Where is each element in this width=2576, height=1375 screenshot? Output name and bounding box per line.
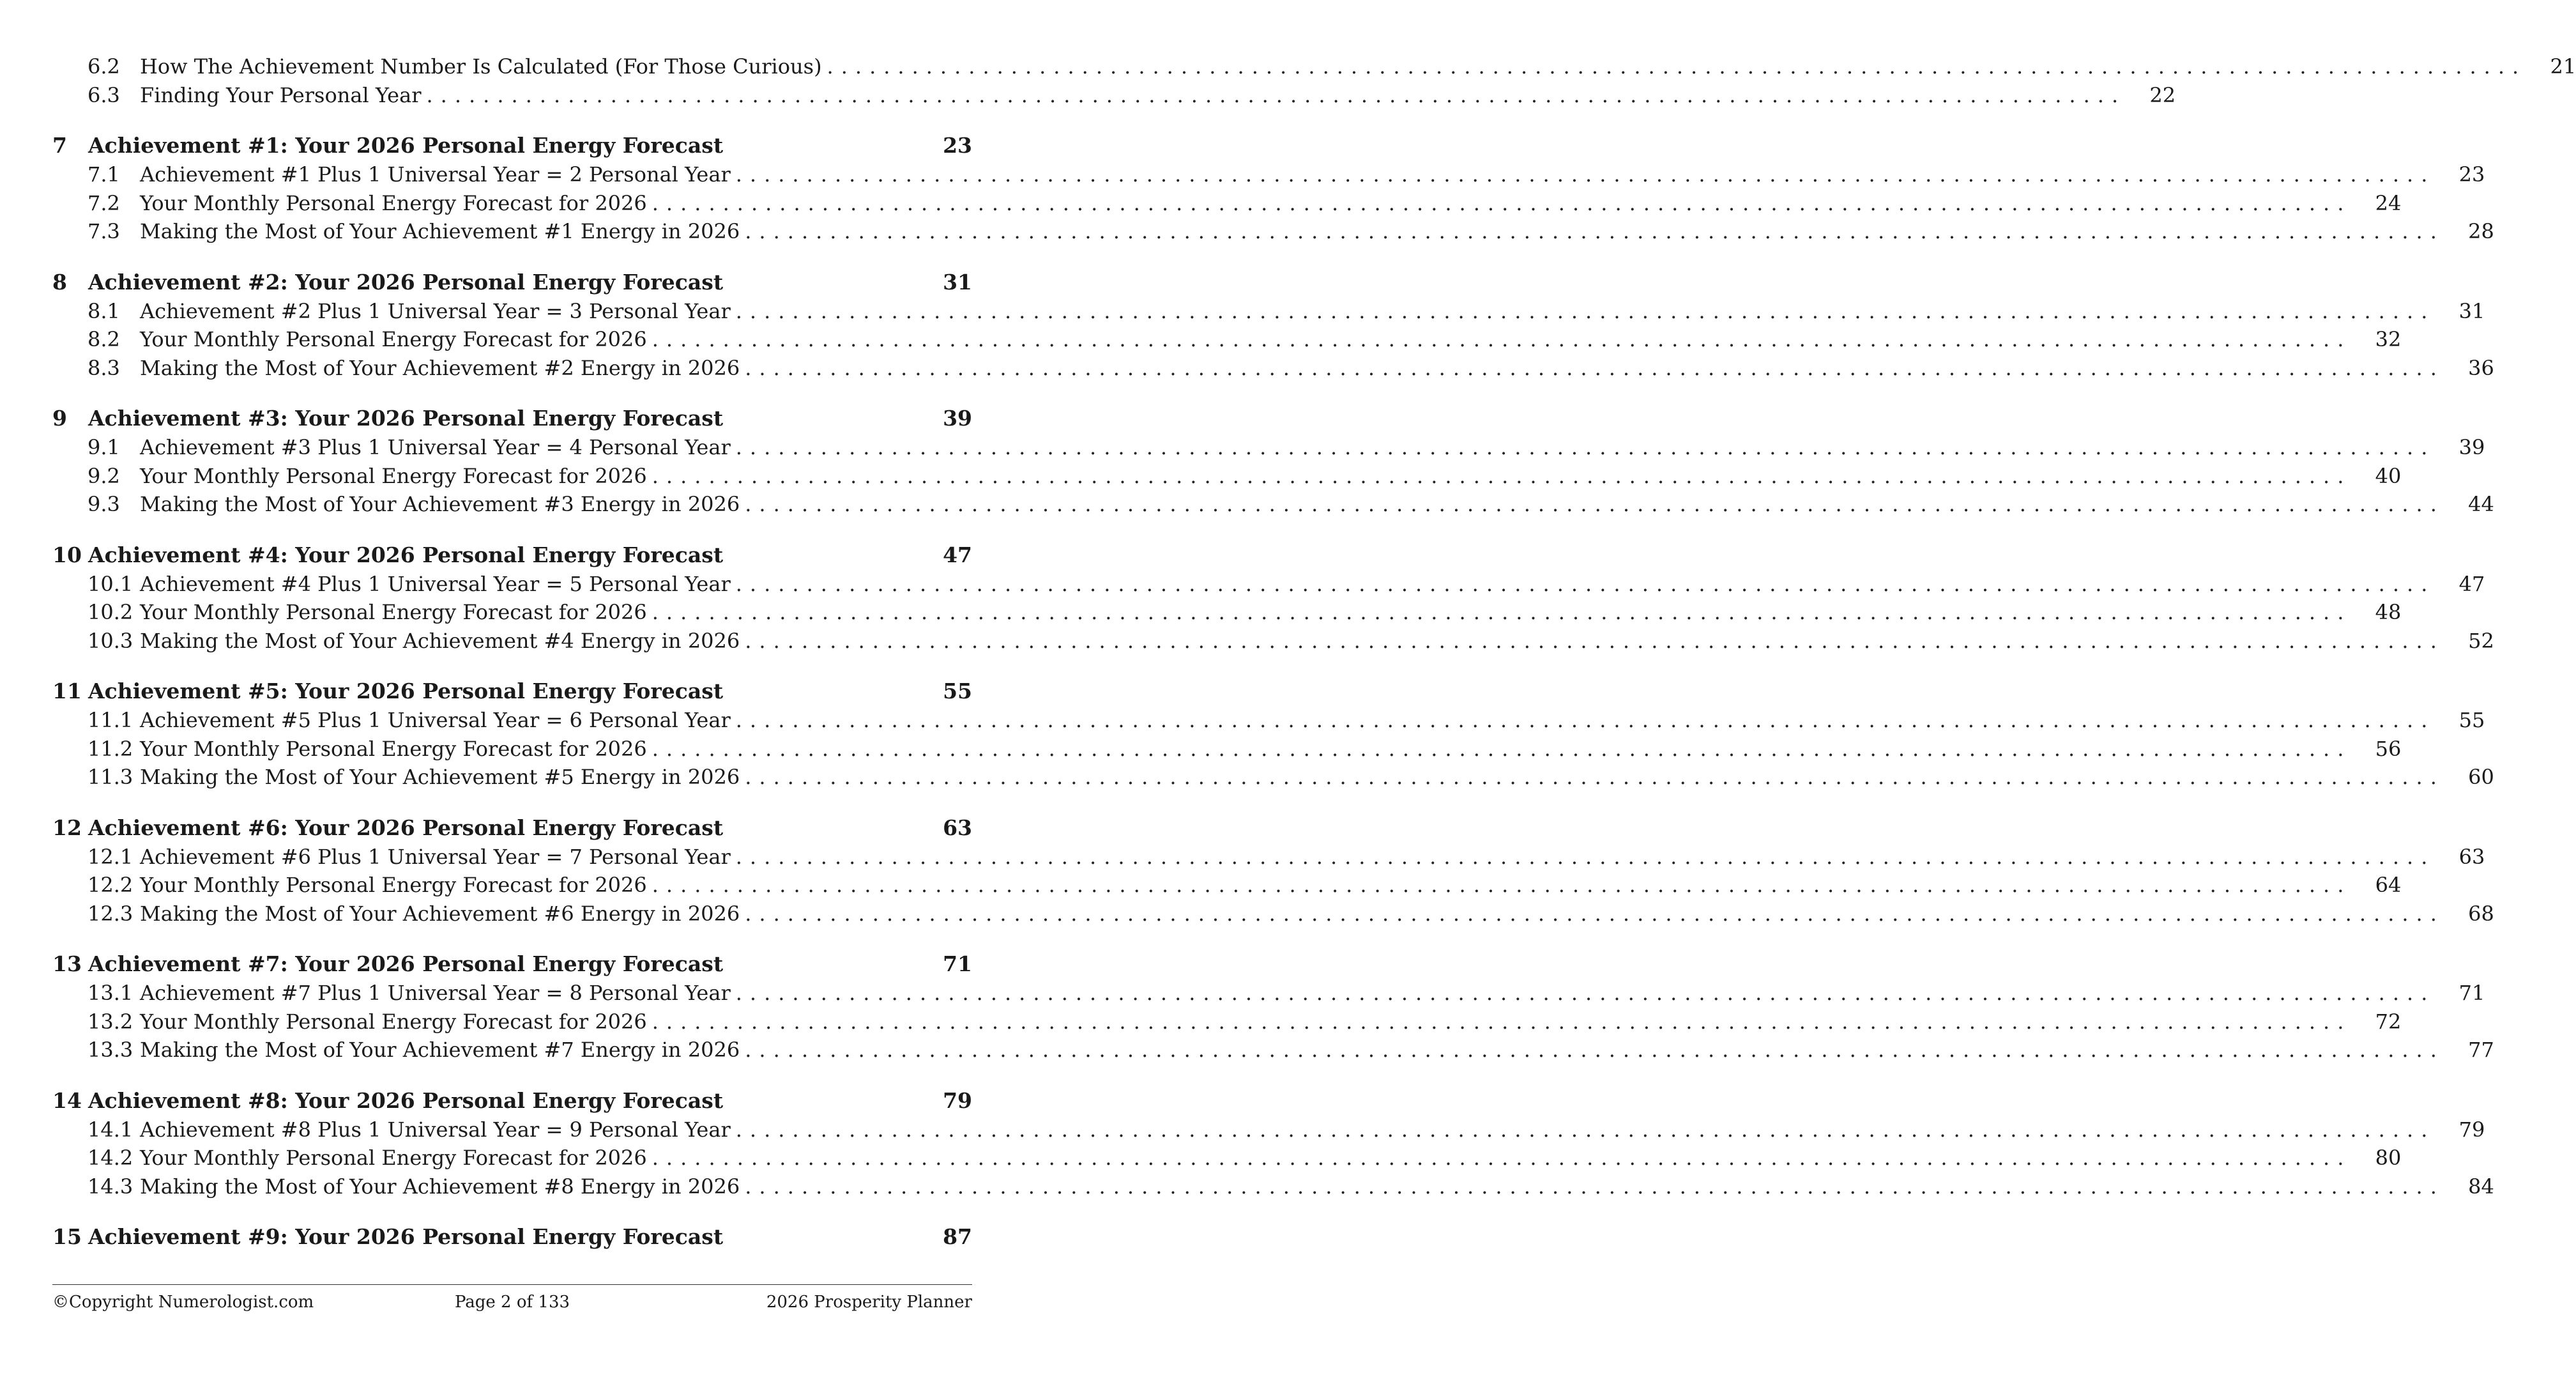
toc-entry-number: 11.1 [88,708,133,732]
toc-entry-number: 9 [52,406,67,431]
toc-page-number: 39 [943,406,972,431]
toc-dot-leader: ........................................................................................................................ [426,82,2126,107]
toc-page-number: 47 [2458,571,2485,596]
toc-entry-title[interactable]: Achievement #2: Your 2026 Personal Energy Forecast [88,269,724,295]
toc-page-number: 77 [2468,1038,2494,1062]
toc-entry-number: 6.2 [88,54,120,79]
toc-dot-leader: ........................................................................................................................ [652,873,2352,897]
toc-section-entry[interactable] [52,189,2402,218]
toc-entry-title[interactable]: Making the Most of Your Achievement #8 Energy in 2026 [140,1174,740,1199]
toc-entry-number: 9.3 [88,492,120,516]
toc-page-number: 21 [2550,54,2576,79]
toc-dot-leader: ........................................................................................................................ [745,492,2444,516]
toc-section-entry[interactable] [52,160,2485,189]
toc-entry-number: 13.2 [88,1009,133,1034]
toc-page-number: 56 [2375,736,2402,761]
toc-chapter-entry[interactable] [52,404,972,433]
toc-section-entry[interactable] [52,354,2494,383]
toc-entry-number: 15 [52,1224,82,1249]
toc-entry-title[interactable]: Achievement #9: Your 2026 Personal Energy Forecast [88,1224,724,1249]
toc-page-number: 63 [943,815,972,840]
toc-page-number: 40 [2375,463,2402,488]
toc-chapter-entry[interactable] [52,268,972,297]
toc-dot-leader: ........................................................................................................................ [652,463,2352,488]
toc-section-entry[interactable] [52,1036,2494,1064]
toc-entry-number: 13.1 [88,981,133,1005]
toc-page-number: 47 [943,542,972,567]
toc-section-entry[interactable] [52,433,2485,462]
toc-dot-leader: ........................................................................................................................ [652,600,2352,624]
toc-dot-leader: ........................................................................................................................ [735,571,2435,596]
footer-book-title: 2026 Prosperity Planner [766,1293,972,1312]
toc-dot-leader: ........................................................................................................................ [735,298,2435,323]
toc-entry-title[interactable]: Making the Most of Your Achievement #6 Energy in 2026 [140,901,740,926]
toc-dot-leader: ........................................................................................................................ [745,1174,2444,1199]
toc-entry-number: 14.1 [88,1117,133,1142]
toc-dot-leader: ........................................................................................................................ [652,190,2352,215]
toc-section-entry[interactable] [52,297,2485,326]
toc-entry-number: 14 [52,1087,82,1113]
toc-section-entry[interactable] [52,598,2402,627]
toc-page-number: 28 [2468,219,2494,243]
toc-entry-number: 8.2 [88,327,120,351]
toc-page-number: 71 [943,951,972,976]
toc-entry-number: 7.2 [88,190,120,215]
toc-entry-number: 8.1 [88,298,120,323]
toc-dot-leader: ........................................................................................................................ [745,901,2444,926]
toc-entry-title[interactable]: Making the Most of Your Achievement #4 Energy in 2026 [140,628,740,653]
toc-section-entry[interactable] [52,627,2494,656]
toc-page-number: 44 [2468,492,2494,516]
toc-dot-leader: ........................................................................................................................ [745,355,2444,380]
toc-section-entry[interactable] [52,52,2576,81]
toc-section-entry[interactable] [52,979,2485,1008]
toc-page-number: 31 [2458,298,2485,323]
toc-entry-number: 13 [52,951,82,976]
toc-dot-leader: ........................................................................................................................ [745,628,2444,653]
toc-chapter-entry[interactable] [52,813,972,843]
toc-entry-title[interactable]: Achievement #1: Your 2026 Personal Energy Forecast [88,133,724,158]
toc-page-number: 79 [2458,1117,2485,1142]
toc-page-number: 24 [2375,190,2402,215]
toc-page-number: 64 [2375,873,2402,897]
toc-page-number: 72 [2375,1009,2402,1034]
toc-page-number: 68 [2468,901,2494,926]
toc-entry-number: 7.3 [88,219,120,243]
toc-page-number: 36 [2468,355,2494,380]
toc-dot-leader: ........................................................................................................................ [827,54,2527,79]
toc-entry-number: 12 [52,815,82,840]
toc-page-number: 80 [2375,1146,2402,1170]
toc-entry-title[interactable]: Achievement #5 Plus 1 Universal Year = 6 Personal Year [140,708,731,732]
toc-chapter-entry[interactable] [52,541,972,570]
toc-entry-title[interactable]: Achievement #6: Your 2026 Personal Energy Forecast [88,815,724,840]
toc-chapter-entry[interactable] [52,1222,972,1252]
toc-page-number: 48 [2375,600,2402,624]
toc-page-number: 52 [2468,628,2494,653]
toc-dot-leader: ........................................................................................................................ [745,1038,2444,1062]
toc-entry-number: 13.3 [88,1038,133,1062]
toc-entry-title[interactable]: Finding Your Personal Year [140,82,422,107]
toc-dot-leader: ........................................................................................................................ [652,327,2352,351]
toc-section-entry[interactable] [52,1116,2485,1144]
toc-section-entry[interactable] [52,490,2494,519]
toc-entry-number: 10.1 [88,571,133,596]
toc-page-number: 87 [943,1224,972,1249]
toc-page-number: 55 [2458,708,2485,732]
toc-entry-title[interactable]: Your Monthly Personal Energy Forecast for 2026 [140,736,647,761]
toc-dot-leader: ........................................................................................................................ [652,1009,2352,1034]
toc-entry-title[interactable]: Making the Most of Your Achievement #5 Energy in 2026 [140,765,740,789]
toc-entry-number: 9.1 [88,435,120,459]
toc-dot-leader: ........................................................................................................................ [735,435,2435,459]
toc-entry-number: 10.2 [88,600,133,624]
toc-entry-title[interactable]: Your Monthly Personal Energy Forecast for 2026 [140,600,647,624]
toc-section-entry[interactable] [52,1008,2402,1036]
toc-page-number: 39 [2458,435,2485,459]
toc-entry-title[interactable]: Achievement #3 Plus 1 Universal Year = 4 Personal Year [140,435,731,459]
footer-page-number: Page 2 of 133 [454,1293,570,1312]
toc-page-number: 22 [2149,82,2176,107]
toc-chapter-entry[interactable] [52,131,972,160]
toc-section-entry[interactable] [52,1172,2494,1201]
toc-entry-number: 8.3 [88,355,120,380]
toc-entry-number: 7 [52,133,67,158]
toc-chapter-entry[interactable] [52,677,972,706]
footer-copyright: ©Copyright Numerologist.com [52,1293,314,1312]
toc-entry-title[interactable]: Achievement #6 Plus 1 Universal Year = 7 Personal Year [140,844,731,869]
toc-entry-number: 12.3 [88,901,133,926]
toc-page-number: 84 [2468,1174,2494,1199]
toc-entry-title[interactable]: Your Monthly Personal Energy Forecast for 2026 [140,463,647,488]
toc-entry-number: 11.2 [88,736,133,761]
toc-entry-title[interactable]: Making the Most of Your Achievement #7 Energy in 2026 [140,1038,740,1062]
toc-section-entry[interactable] [52,570,2485,599]
toc-entry-title[interactable]: Achievement #7 Plus 1 Universal Year = 8 Personal Year [140,981,731,1005]
toc-entry-number: 14.2 [88,1146,133,1170]
toc-entry-title[interactable]: Your Monthly Personal Energy Forecast for 2026 [140,327,647,351]
toc-page-number: 31 [943,269,972,295]
toc-dot-leader: ........................................................................................................................ [735,844,2435,869]
toc-entry-title[interactable]: Your Monthly Personal Energy Forecast for 2026 [140,1009,647,1034]
toc-section-entry[interactable] [52,217,2494,246]
toc-entry-title[interactable]: Achievement #8 Plus 1 Universal Year = 9 Personal Year [140,1117,731,1142]
toc-section-entry[interactable] [52,900,2494,928]
toc-page-number: 23 [2458,162,2485,187]
toc-entry-title[interactable]: Your Monthly Personal Energy Forecast for 2026 [140,873,647,897]
toc-section-entry[interactable] [52,1144,2402,1172]
toc-entry-number: 12.2 [88,873,133,897]
toc-dot-leader: ........................................................................................................................ [735,708,2435,732]
toc-entry-title[interactable]: Making the Most of Your Achievement #2 Energy in 2026 [140,355,740,380]
toc-section-entry[interactable] [52,706,2485,735]
toc-section-entry[interactable] [52,843,2485,872]
toc-page-number: 55 [943,679,972,703]
toc-dot-leader: ........................................................................................................................ [652,1146,2352,1170]
toc-entry-number: 10.3 [88,628,133,653]
toc-section-entry[interactable] [52,735,2402,764]
toc-page-number: 60 [2468,765,2494,789]
table-of-contents [52,52,2576,1252]
toc-entry-title[interactable]: Achievement #4: Your 2026 Personal Energy Forecast [88,542,724,567]
toc-page-number: 32 [2375,327,2402,351]
toc-chapter-entry[interactable] [52,1086,972,1116]
toc-chapter-entry[interactable] [52,949,972,979]
page-footer [52,1284,972,1312]
toc-entry-number: 6.3 [88,82,120,107]
toc-dot-leader: ........................................................................................................................ [652,736,2352,761]
toc-page-number: 79 [943,1087,972,1113]
toc-entry-number: 11 [52,679,82,703]
toc-entry-number: 11.3 [88,765,133,789]
toc-dot-leader: ........................................................................................................................ [735,981,2435,1005]
toc-entry-title[interactable]: Making the Most of Your Achievement #3 Energy in 2026 [140,492,740,516]
toc-section-entry[interactable] [52,871,2402,900]
toc-entry-number: 9.2 [88,463,120,488]
toc-dot-leader: ........................................................................................................................ [745,219,2444,243]
toc-entry-title[interactable]: Achievement #8: Your 2026 Personal Energy Forecast [88,1087,724,1113]
toc-entry-number: 7.1 [88,162,120,187]
toc-entry-number: 10 [52,542,82,567]
toc-entry-title[interactable]: Making the Most of Your Achievement #1 Energy in 2026 [140,219,740,243]
toc-entry-title[interactable]: Achievement #3: Your 2026 Personal Energy Forecast [88,406,724,431]
toc-entry-title[interactable]: Your Monthly Personal Energy Forecast for 2026 [140,190,647,215]
toc-section-entry[interactable] [52,763,2494,792]
toc-entry-number: 14.3 [88,1174,133,1199]
toc-page-number: 71 [2458,981,2485,1005]
toc-entry-title[interactable]: Achievement #7: Your 2026 Personal Energy Forecast [88,951,724,976]
toc-section-entry[interactable] [52,81,2176,110]
toc-section-entry[interactable] [52,462,2402,491]
toc-entry-title[interactable]: Achievement #2 Plus 1 Universal Year = 3 Personal Year [140,298,731,323]
toc-dot-leader: ........................................................................................................................ [735,1117,2435,1142]
toc-entry-title[interactable]: How The Achievement Number Is Calculated (For Those Curious) [140,54,822,79]
toc-page-number: 63 [2458,844,2485,869]
toc-entry-number: 8 [52,269,67,295]
toc-entry-title[interactable]: Achievement #1 Plus 1 Universal Year = 2 Personal Year [140,162,731,187]
toc-dot-leader: ........................................................................................................................ [735,162,2435,187]
toc-dot-leader: ........................................................................................................................ [745,765,2444,789]
toc-page-number: 23 [943,133,972,158]
toc-section-entry[interactable] [52,325,2402,354]
toc-entry-title[interactable]: Achievement #4 Plus 1 Universal Year = 5 Personal Year [140,571,731,596]
toc-entry-title[interactable]: Achievement #5: Your 2026 Personal Energy Forecast [88,679,724,703]
toc-entry-number: 12.1 [88,844,133,869]
toc-entry-title[interactable]: Your Monthly Personal Energy Forecast for 2026 [140,1146,647,1170]
